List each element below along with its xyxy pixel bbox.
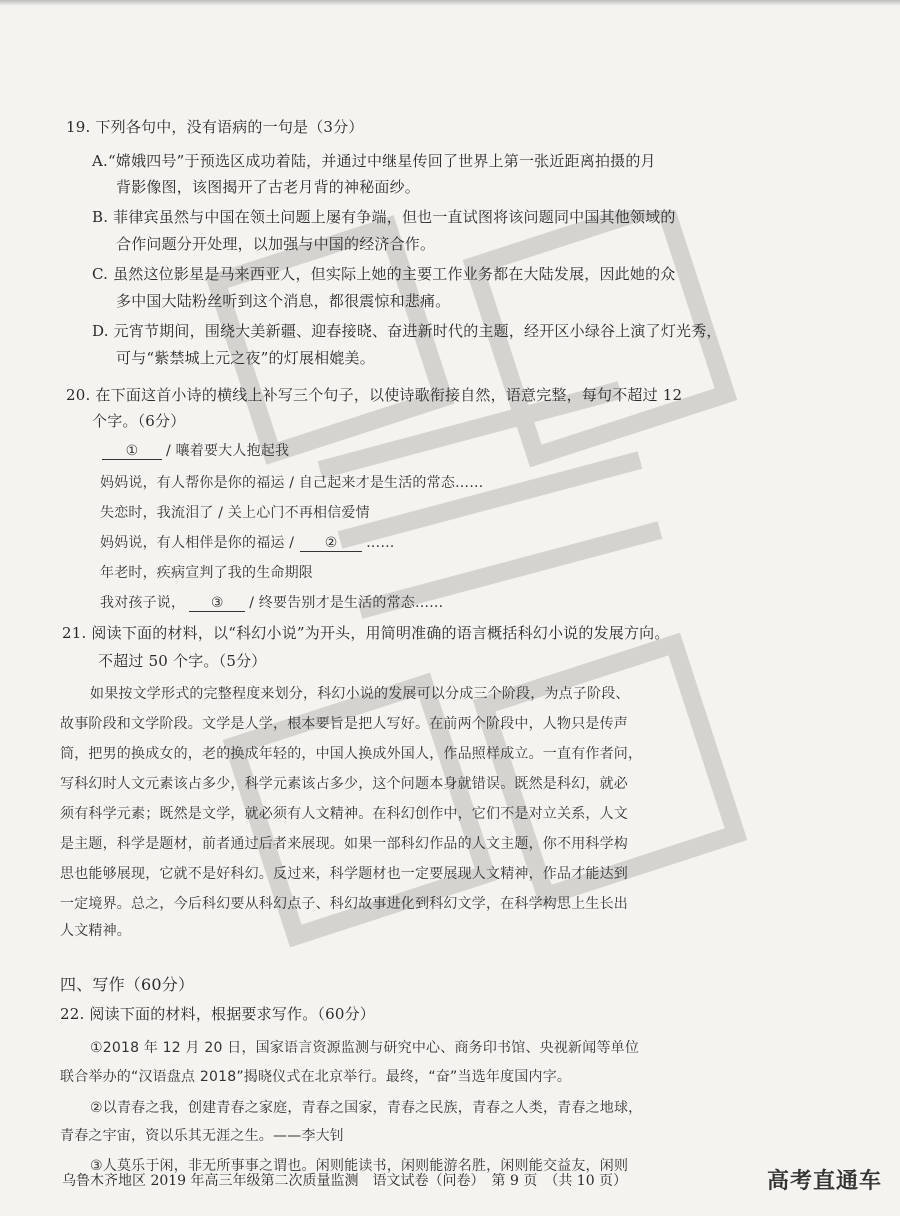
q22-material-1-cont: 联合举办的“汉语盘点 2018”揭晓仪式在北京举行。最终，“奋”当选年度国内字。 (60, 1069, 572, 1085)
q22-material-3: ③人莫乐于闲，非无所事事之谓也。闲则能读书，闲则能游名胜，闲则能交益友，闲则 (90, 1158, 629, 1174)
material-line-4: 写科幻时人文元素该占多少，科学元素该占多少，这个问题本身就错误。既然是科幻，就必 (60, 776, 628, 792)
top-edge (0, 0, 900, 6)
q21-stem: 21. 阅读下面的材料，以“科幻小说”为开头，用简明准确的语言概括科幻小说的发展方向。 (62, 624, 670, 642)
blank-1: ① (102, 443, 162, 460)
poem-line-6 (100, 592, 443, 612)
blank-2: ② (300, 535, 362, 552)
poem-line-5: 年老时，疾病宣判了我的生命期限 (100, 565, 313, 581)
poem-line-4 (100, 532, 395, 552)
q19-option-c-cont: 多中国大陆粉丝听到这个消息，都很震惊和悲痛。 (116, 292, 451, 310)
poem-line-1 (102, 440, 289, 460)
poem-line-6-tail: / 终要告别才是生活的常态…… (249, 595, 444, 611)
material-line-7: 思也能够展现，它就不是好科幻。反过来，科学题材也一定要展现人文精神，作品才能达到 (60, 866, 628, 882)
q22-stem: 22. 阅读下面的材料，根据要求写作。（60分） (60, 1005, 376, 1023)
material-line-3: 筒，把男的换成女的，老的换成年轻的，中国人换成外国人，作品照样成立。一直有作者问， (60, 746, 643, 762)
q22-material-2: ②以青春之我，创建青春之家庭，青春之国家，青春之民族，青春之人类，青春之地球， (90, 1100, 643, 1116)
material-line-1: 如果按文学形式的完整程度来划分，科幻小说的发展可以分成三个阶段，为点子阶段、 (90, 686, 630, 702)
q19-option-c: C. 虽然这位影星是马来西亚人，但实际上她的主要工作业务都在大陆发展，因此她的众 (92, 265, 676, 283)
q21-stem-cont: 不超过 50 个字。（5分） (98, 652, 267, 670)
q19-option-a: A.“嫦娥四号”于预选区成功着陆，并通过中继星传回了世界上第一张近距离拍摄的月 (92, 152, 656, 170)
q19-stem: 19. 下列各句中，没有语病的一句是（3分） (66, 118, 364, 136)
q20-stem-cont: 个字。（6分） (92, 412, 186, 430)
q19-option-d-cont: 可与“紫禁城上元之夜”的灯展相媲美。 (116, 349, 375, 367)
q19-option-d: D. 元宵节期间，围绕大美新疆、迎春接晓、奋进新时代的主题，经开区小绿谷上演了灯光秀， (92, 322, 722, 340)
material-line-9: 人文精神。 (60, 923, 131, 939)
q22-material-1: ①2018 年 12 月 20 日，国家语言资源监测与研究中心、商务印书馆、央视新闻等单位 (90, 1040, 640, 1056)
poem-line-3: 失恋时，我流泪了 / 关上心门不再相信爱情 (100, 505, 370, 521)
brand-logo: 高考直通车 (766, 1169, 882, 1194)
section-heading-writing: 四、写作（60分） (60, 975, 195, 994)
q19-option-b-cont: 合作问题分开处理，以加强与中国的经济合作。 (116, 235, 436, 253)
poem-line-4-tail: …… (366, 535, 395, 551)
material-line-6: 是主题，科学是题材，前者通过后者来展现。如果一部科幻作品的人文主题，你不用科学构 (60, 836, 628, 852)
material-line-2: 故事阶段和文学阶段。文学是人学，根本要旨是把人写好。在前两个阶段中，人物只是传声 (60, 716, 628, 732)
poem-line-6-text: 我对孩子说， (100, 595, 186, 611)
material-line-5: 须有科学元素；既然是文学，就必须有人文精神。在科幻创作中，它们不是对立关系，人文 (60, 806, 628, 822)
poem-line-2: 妈妈说，有人帮你是你的福运 / 自己起来才是生活的常态…… (100, 475, 484, 491)
poem-line-4-text: 妈妈说，有人相伴是你的福运 / (100, 535, 295, 551)
q22-material-2-cont: 青春之宇宙，资以乐其无涯之生。——李大钊 (60, 1128, 344, 1144)
page-footer: 乌鲁木齐地区 2019 年高三年级第二次质量监测 语文试卷（问卷） 第 9 页 （共 10 页） (62, 1173, 628, 1189)
q19-option-b: B. 菲律宾虽然与中国在领土问题上屡有争端，但也一直试图将该问题同中国其他领域的 (92, 208, 676, 226)
poem-line-1-text: / 嚷着要大人抱起我 (166, 443, 290, 459)
material-line-8: 一定境界。总之，今后科幻要从科幻点子、科幻故事进化到科幻文学，在科学构思上生长出 (60, 896, 628, 912)
q20-stem: 20. 在下面这首小诗的横线上补写三个句子，以使诗歌衔接自然，语意完整，每句不超过 12 (66, 386, 683, 404)
blank-3: ③ (189, 595, 245, 612)
q19-option-a-cont: 背影像图，该图揭开了古老月背的神秘面纱。 (116, 178, 421, 196)
